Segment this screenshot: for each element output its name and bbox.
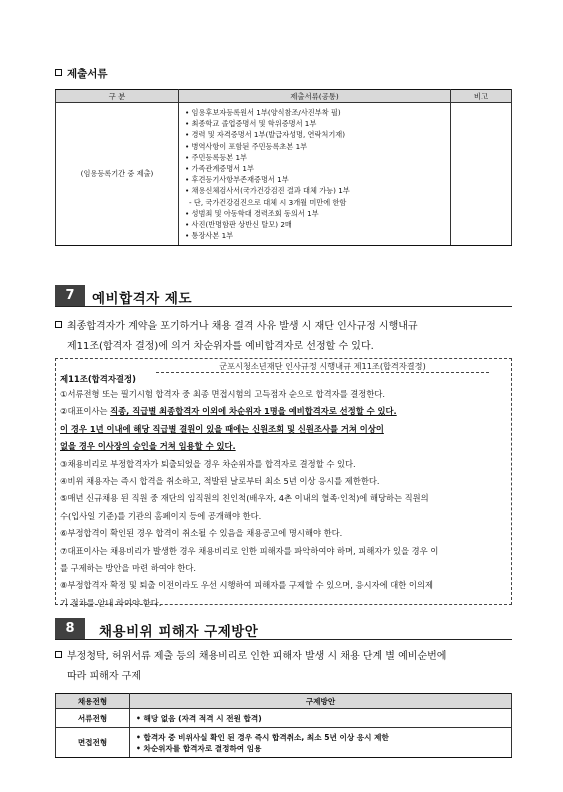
col-category: 구 분 [56,90,179,103]
col-stage: 채용전형 [56,694,130,709]
relief-table-header [56,694,512,709]
regulation-clause-5a: ⑤매년 신규채용 된 직원 중 재단의 임직원의 친인척(배우자, 4촌 이내의 혈족·인척)에 해당하는 직원의 [60,493,429,504]
submission-heading [55,66,108,81]
submission-table-row [56,103,512,246]
relief-plan-interview-2: • 차순위자를 합격자로 결정하여 임용 [136,743,262,753]
submission-heading-text: 제출서류 [67,68,108,80]
regulation-box [55,358,512,608]
document-item: • 성범죄 및 아동학대 경력조회 동의서 1부 [185,208,319,218]
submission-documents-cell [179,103,451,246]
regulation-title: 제11조(합격자결정) [60,374,136,384]
clause-2-underlined-1: 직종, 직급별 최종합격자 이외에 차순위자 1명을 예비합격자로 선정할 수 있다. [110,406,397,417]
relief-row [56,709,512,728]
section-7-para-line2: 제11조(합격자 결정)에 의거 차순위자를 예비합격자로 선정할 수 있다. [67,341,374,352]
clause-2-underlined-2: 이 경우 1년 이내에 해당 직급별 결원이 있을 때에는 신원조회 및 신원조사를 거쳐 이상이 [60,423,384,434]
relief-row [56,728,512,758]
col-documents: 제출서류(공통) [179,90,451,103]
regulation-clause-2-cont [56,421,511,438]
document-item: • 가족관계증명서 1부 [185,164,254,174]
relief-plan-document: • 해당 없음 (자격 적격 시 전원 합격) [130,709,512,728]
section-7-header [55,285,512,307]
regulation-clause-7a: ⑦대표이사는 채용비리가 발생한 경우 채용비리로 인한 피해자를 파악하여야 하며, 피해자가 있을 경우 이 [60,545,439,556]
relief-plan-interview-1: • 합격자 중 비위사실 확인 된 경우 즉시 합격취소, 최소 5년 이상 응시 제한 [136,732,389,742]
regulation-clause-7b: 를 구제하는 방안을 마련 하여야 한다. [60,563,197,574]
section-8-para-line1: 부정청탁, 허위서류 제출 등의 채용비리로 인한 피해자 발생 시 채용 단계 별 예비순번에 [67,651,447,662]
document-item: - 단, 국가건강검진으로 대체 시 3개월 미만에 한함 [189,197,347,207]
document-item: • 최종학교 졸업증명서 및 학위증명서 1부 [185,119,317,129]
relief-table [55,693,512,758]
submission-category: (임용등록기간 중 제출) [56,103,179,246]
document-item: • 사진(반명함판 상반신 탈모) 2매 [185,220,292,230]
relief-plan-interview [130,728,512,758]
section-8-paragraph [55,647,515,687]
section-8-header [55,618,512,640]
regulation-clause-8b: 기 절차를 안내 하여야 한다. [60,597,162,608]
regulation-clause-1: ①서류전형 또는 필기시험 합격자 중 최종 면접시험의 고득점자 순으로 합격자를 결정한다. [60,389,385,399]
section-8-number: 8 [55,618,85,639]
col-plan: 구제방안 [130,694,512,709]
section-8-title: 채용비위 피해자 구제방안 [99,624,259,640]
regulation-clause-2 [56,403,511,420]
section-8-para-line2: 따라 피해자 구제 [67,671,141,682]
section-7-para-line1: 최종합격자가 계약을 포기하거나 채용 결격 사유 발생 시 재단 인사규정 시행내규 [67,321,418,332]
document-item: • 경력 및 자격증명서 1부(발급자성명, 연락처기재) [185,130,346,140]
document-item: • 병역사항이 포함된 주민등록초본 1부 [185,141,308,151]
regulation-clause-6: ⑥부정합격이 확인된 경우 합격이 취소될 수 있음을 채용공고에 명시해야 한다. [60,528,343,539]
submission-table [55,89,512,246]
checkbox-square-icon [55,321,62,328]
regulation-clause-3: ③채용비리로 부정합격자가 퇴출되었을 경우 차순위자를 합격자로 결정할 수 있다. [60,458,356,469]
clause-2-underlined-3: 없을 경우 이사장의 승인을 거쳐 임용할 수 있다. [60,441,236,452]
document-item: • 통장사본 1부 [185,231,234,241]
regulation-header: 군포시청소년재단 인사규정 시행내규 제11조(합격자결정) [156,359,489,373]
document-item: • 임용후보자등록원서 1부(양식참조/사진부착 필) [185,108,341,117]
relief-stage-document: 서류전형 [56,709,130,728]
document-item: • 후견등기사항부존재증명서 1부 [185,175,289,185]
submission-table-header [56,90,512,103]
col-note: 비고 [451,90,512,103]
clause-2-prefix: ②대표이사는 [60,406,111,417]
relief-stage-interview: 면접전형 [56,728,130,758]
section-7-title: 예비합격자 제도 [92,291,192,307]
document-item: • 주민등록등본 1부 [185,152,247,162]
regulation-clause-8a: ⑧부정합격자 확정 및 퇴출 이전이라도 우선 시행하여 피해자를 구제할 수 있으며, 응시자에 대한 이의제 [60,580,433,591]
checkbox-square-icon [55,651,62,658]
section-7-number: 7 [55,285,85,306]
regulation-clause-5b: 수(입사일 기준)를 기관의 홈페이지 등에 공개해야 한다. [60,510,262,521]
section-7-paragraph [55,317,515,357]
document-item: • 채용신체검사서(국가건강검진 결과 대체 가능) 1부 [185,186,350,196]
submission-note [451,103,512,246]
checkbox-square-icon [55,69,62,76]
regulation-clause-2-cont2 [56,438,511,455]
documents-list [179,103,450,245]
regulation-clause-4: ④비위 채용자는 즉시 합격을 취소하고, 적발된 날로부터 최소 5년 이상 응시를 제한한다. [60,476,380,487]
